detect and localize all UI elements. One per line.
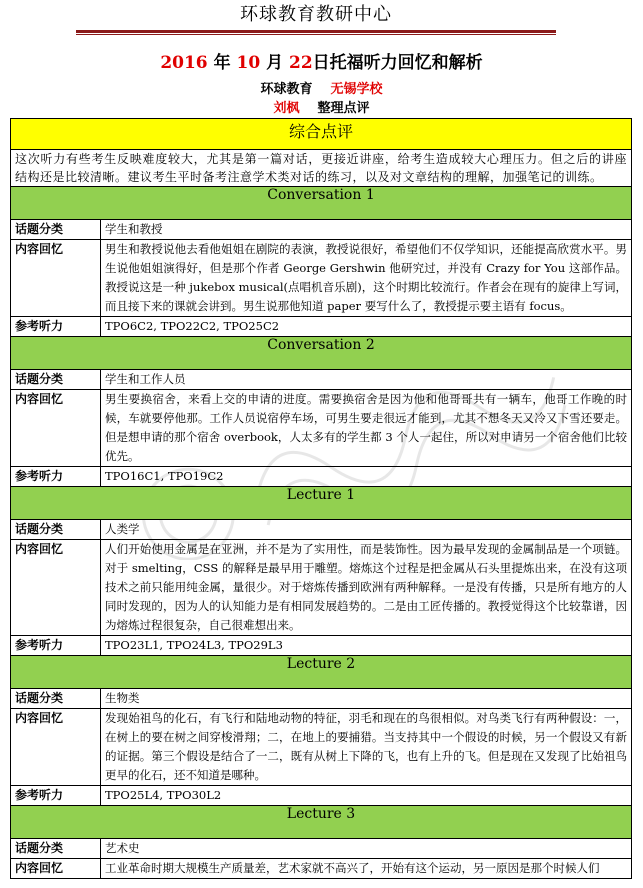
category-value: 艺术史 — [101, 839, 632, 859]
content-value: 男生要换宿舍，来看上交的申请的进度。需要换宿舍是因为他和他哥哥共有一辆车，他哥工作晚的时候，车就要停他那。工作人员说宿停车场，可男生要走很远才能到，尤其不想冬天又冷又下雪还要走。但是想申请的那个宿舍 overbook，人太多有的学生都 3 个人一起住，所以对申请另一个宿舍他们比较优先。 — [101, 390, 632, 467]
content-label: 内容回忆 — [11, 540, 101, 636]
category-value: 学生和工作人员 — [101, 370, 632, 390]
reference-value: TPO25L4, TPO30L2 — [101, 786, 632, 806]
title-year-unit: 年 — [213, 53, 231, 73]
school-name: 无锡学校 — [330, 82, 383, 97]
header-rule — [76, 30, 556, 33]
content-value: 男生和教授说他去看他姐姐在剧院的表演，教授说很好，希望他们不仅学知识，还能提高欣赏水平。男生说他姐姐演得好，但是那个作者 George Gershwin 他研究过，并没有 Crazy for You 这部作品。教授说这是一种 jukebox musical(点唱机音乐剧)，这个时期比较流行。作者会在现有的旋律上写词，而且接下来的课就会讲到。男生说那他知道 paper 要写什么了，教授提示要主语有 focus。 — [101, 240, 632, 317]
review-table — [10, 118, 632, 879]
category-label: 话题分类 — [11, 839, 101, 859]
content-label: 内容回忆 — [11, 240, 101, 317]
document-title — [0, 50, 643, 76]
category-value: 人类学 — [101, 520, 632, 540]
content-label: 内容回忆 — [11, 709, 101, 786]
reference-label: 参考听力 — [11, 636, 101, 656]
category-label: 话题分类 — [11, 689, 101, 709]
header-rule-thin — [76, 34, 556, 35]
content-label: 内容回忆 — [11, 859, 101, 879]
author-role: 整理点评 — [317, 101, 370, 116]
page-header-title: 环球教育教研中心 — [240, 4, 392, 25]
content-value: 工业革命时期大规模生产质量差，艺术家就不高兴了，开始有这个运动，另一原因是那个时候人们 — [101, 859, 632, 879]
reference-label: 参考听力 — [11, 317, 101, 337]
summary-text: 这次听力有些考生反映难度较大，尤其是第一篇对话，更接近讲座，给考生造成较大心理压力。但之后的讲座结构还是比较清晰。建议考生平时备考注意学术类对话的练习，以及对文章结构的理解，加强笔记的训练。 — [11, 150, 632, 187]
category-value: 学生和教授 — [101, 220, 632, 240]
org-name: 环球教育 — [260, 82, 313, 97]
author-name: 刘枫 — [273, 101, 300, 116]
reference-value: TPO16C1, TPO19C2 — [101, 467, 632, 487]
title-year: 2016 — [160, 53, 208, 73]
category-label: 话题分类 — [11, 520, 101, 540]
content-label: 内容回忆 — [11, 390, 101, 467]
content-value: 发现始祖鸟的化石，有飞行和陆地动物的特征，羽毛和现在的鸟很相似。对鸟类飞行有两种假设：一，在树上的要在树之间穿梭滑翔；二，在地上的要捕猎。当支持其中一个假设的时候，另一个假设又有新的证据。第三个假设是结合了一二，既有从树上下降的飞，也有上升的飞。但是现在又发现了比始祖鸟更早的化石，还不知道是哪种。 — [101, 709, 632, 786]
reference-label: 参考听力 — [11, 786, 101, 806]
category-label: 话题分类 — [11, 370, 101, 390]
reference-value: TPO6C2, TPO22C2, TPO25C2 — [101, 317, 632, 337]
org-line — [0, 80, 643, 100]
category-value: 生物类 — [101, 689, 632, 709]
reference-value: TPO23L1, TPO24L3, TPO29L3 — [101, 636, 632, 656]
reference-label: 参考听力 — [11, 467, 101, 487]
category-label: 话题分类 — [11, 220, 101, 240]
section-heading: Lecture 1 — [11, 487, 632, 520]
title-month-unit: 月 — [266, 53, 284, 73]
section-heading: Lecture 2 — [11, 656, 632, 689]
title-day: 22 — [289, 53, 313, 73]
summary-heading: 综合点评 — [11, 119, 632, 150]
title-rest: 日托福听力回忆和解析 — [312, 53, 483, 73]
section-heading: Conversation 1 — [11, 187, 632, 220]
content-value: 人们开始使用金属是在亚洲，并不是为了实用性，而是装饰性。因为最早发现的金属制品是一个项链。对于 smelting，CSS 的解释是最早用于雕塑。熔炼这个过程是把金属从石头里提炼出来，在没有这项技术之前只能用纯金属，量很少。对于熔炼传播到欧洲有两种解释。一是没有传播，只是所有地方的人同时发现的，因为人的认知能力是有相同发展趋势的。二是由工匠传播的。教授觉得这个比较靠谱，因为熔炼过程很复杂，自己很难想出来。 — [101, 540, 632, 636]
section-heading: Conversation 2 — [11, 337, 632, 370]
section-heading: Lecture 3 — [11, 806, 632, 839]
author-line — [0, 100, 643, 118]
title-month: 10 — [236, 53, 261, 73]
